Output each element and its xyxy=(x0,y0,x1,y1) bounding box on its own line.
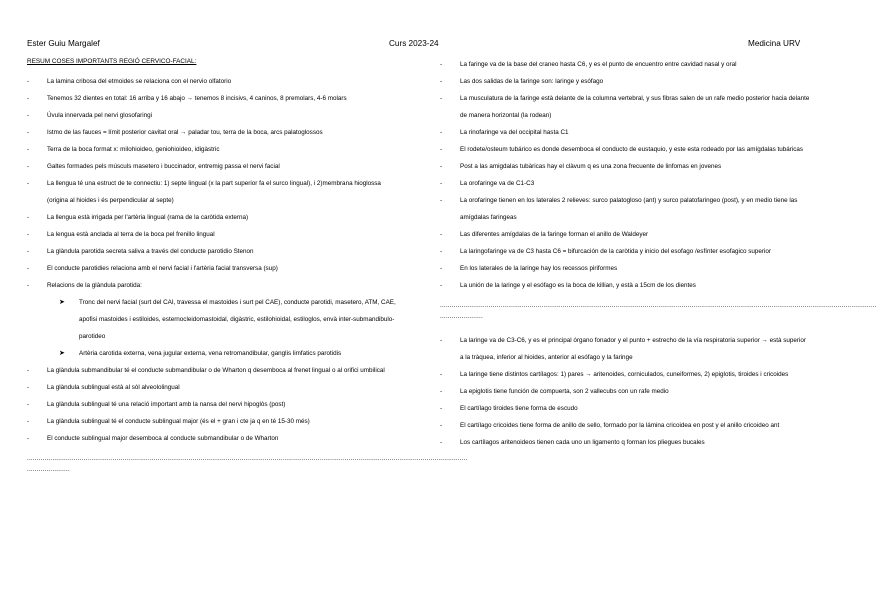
list-item: - La glàndula sublingual està al sòl alveololingual xyxy=(27,379,402,396)
right-column xyxy=(440,56,877,451)
list-item: - La orofaringe tienen en los laterales 2 relieves: surco palatogloso (ant) y surco palatofaringeo (post), y en medio tiene las amígdalas faringeas xyxy=(440,192,810,226)
left-bullet-list xyxy=(27,73,402,447)
right-bullet-list xyxy=(440,56,810,294)
list-item: - El cartílago cricoides tiene forma de anillo de sello, formado por la lámina cricoidea en post y el anillo cricoideo ant xyxy=(440,417,810,434)
separator xyxy=(440,300,877,322)
list-item: - La unión de la laringe y el esófago es la boca de killian, y està a 15cm de los dientes xyxy=(440,277,810,294)
list-item: - La rinofaringe va del occipital hasta C1 xyxy=(440,124,810,141)
arrow-bullet-icon: ➤ xyxy=(59,299,65,306)
list-item: - La faringe va de la base del craneo hasta C6, y es el punto de encuentro entre cavidad nasal y oral xyxy=(440,56,810,73)
list-item: - La laringe va de C3-C6, y es el principal órgano fonador y el punto + estrecho de la vía respiratoria superior → està superior a la tràquea, inferior al hioides, anterior al esófago y la faringe xyxy=(440,332,810,366)
list-item: - Las dos salidas de la faringe son: laringe y esófago xyxy=(440,73,810,90)
list-item: - La lengua està anclada al terra de la boca pel frenillo lingual xyxy=(27,226,402,243)
separator-line: .................................................................................................................................................................................................................................. xyxy=(27,455,468,462)
list-item: - Los cartílagos aritenoideos tienen cada uno un ligamento q forman los pliegues bucales xyxy=(440,434,810,451)
header-author: Ester Guiu Margalef xyxy=(27,39,100,48)
list-item: - Istmo de las fauces = límit posterior cavitat oral → paladar tou, terra de la boca, arcs palatoglossos xyxy=(27,124,402,141)
list-item: - La epiglotis tiene función de compuerta, son 2 vallecubs con un rafe medio xyxy=(440,383,810,400)
separator xyxy=(27,453,468,475)
list-item: - La llengua està irrigada per l'artèria lingual (rama de la caròtida externa) xyxy=(27,209,402,226)
sub-list-item xyxy=(27,294,402,345)
right-bullet-list-2 xyxy=(440,332,810,451)
sub-list-item-text: Artèria carotida externa, vena jugular externa, vena retromandibular, ganglis limfatics parotidis xyxy=(79,350,342,357)
sub-list-item-text: Tronc del nervi facial (surt del CAI, travessa el mastoides i surt pel CAE), conducte parotidi, masetero, ATM, CAE, apofisi mastoides i estiloides, esternocleidomastoidal, digàstric, estilohioidal, estiloglos, envà inter-submandibulo-parotideo xyxy=(79,299,396,340)
list-item: - El conducte parotidies relaciona amb el nervi facial i l'artèria facial transversa (sup) xyxy=(27,260,402,277)
list-item: - Úvula innervada pel nervi glosofaringi xyxy=(27,107,402,124)
header-course: Curs 2023-24 xyxy=(389,39,439,48)
list-item: - La laringe tiene distintos cartílagos: 1) pares → aritenoides, corniculados, cuneiformes, 2) epiglotis, tiroides i cricoides xyxy=(440,366,810,383)
separator-line: ................................................................................................................................................................................................................................ xyxy=(440,302,877,309)
list-item: - Las diferentes amígdalas de la faringe forman el anillo de Waldeyer xyxy=(440,226,810,243)
list-item: - En los laterales de la laringe hay los recessos piriformes xyxy=(440,260,810,277)
arrow-bullet-icon: ➤ xyxy=(59,350,65,357)
separator-line: ...................... xyxy=(440,313,483,320)
section-title: RESUM COSES IMPORTANTS REGIÓ CERVICO-FACIAL: xyxy=(27,58,197,65)
list-item: - La glàndula submandibular té el conducte submandibular o de Wharton q desemboca al frenet lingual o al orifici umbilical xyxy=(27,362,402,379)
list-item: - Relacions de la glàndula parotida: xyxy=(27,277,402,294)
list-item: - Galtes formades pels músculs masetero i buccinador, entremig passa el nervi facial xyxy=(27,158,402,175)
list-item: - La musculatura de la faringe està delante de la columna vertebral, y sus fibras salen de un rafe medio posterior hacia delante de manera horizontal (la rodean) xyxy=(440,90,810,124)
list-item: - El conducte sublingual major desemboca al conducte submandibular o de Wharton xyxy=(27,430,402,447)
list-item: - La glàndula sublingual té una relació important amb la nansa del nervi hipoglòs (post) xyxy=(27,396,402,413)
list-item: - Terra de la boca format x: milohioideo, geniohioideo, idigàstric xyxy=(27,141,402,158)
sub-list-item xyxy=(27,345,402,362)
list-item: - El rodete/osteum tubárico es donde desemboca el conducto de eustaquio, y este esta rodeado por las amígdalas tubáricas xyxy=(440,141,810,158)
list-item: - Post a las amigdalas tubàricas hay el clàvum q es una zona frecuente de linfomas en jovenes xyxy=(440,158,810,175)
list-item: - La glàndula sublingual té el conducte sublingual major (és el + gran i cte ja q en té 15-30 més) xyxy=(27,413,402,430)
list-item: - La orofaringe va de C1-C3 xyxy=(440,175,810,192)
list-item: - La llengua té una estruct de te connectiu: 1) septe lingual (x la part superior fa el surco lingual), i 2)membrana hioglossa (origina al hioides i és perpendicular al septe) xyxy=(27,175,402,209)
separator-line: ...................... xyxy=(27,466,70,473)
list-item: - Tenemos 32 dientes en total: 16 arriba y 16 abajo → tenemos 8 incisivs, 4 caninos, 8 premolars, 4-6 molars xyxy=(27,90,402,107)
list-item: - La lamina cribosa del etmoides se relaciona con el nervio olfatorio xyxy=(27,73,402,90)
list-item: - El cartílago tiroides tiene forma de escudo xyxy=(440,400,810,417)
list-item: - La glàndula parotida secreta saliva a través del conducte parotidio Stenon xyxy=(27,243,402,260)
list-item: - La laringofaringe va de C3 hasta C6 = bifurcación de la caròtida y inicio del esofago /esfínter esofagico superior xyxy=(440,243,810,260)
left-column xyxy=(27,56,468,485)
header-school: Medicina URV xyxy=(748,39,801,48)
